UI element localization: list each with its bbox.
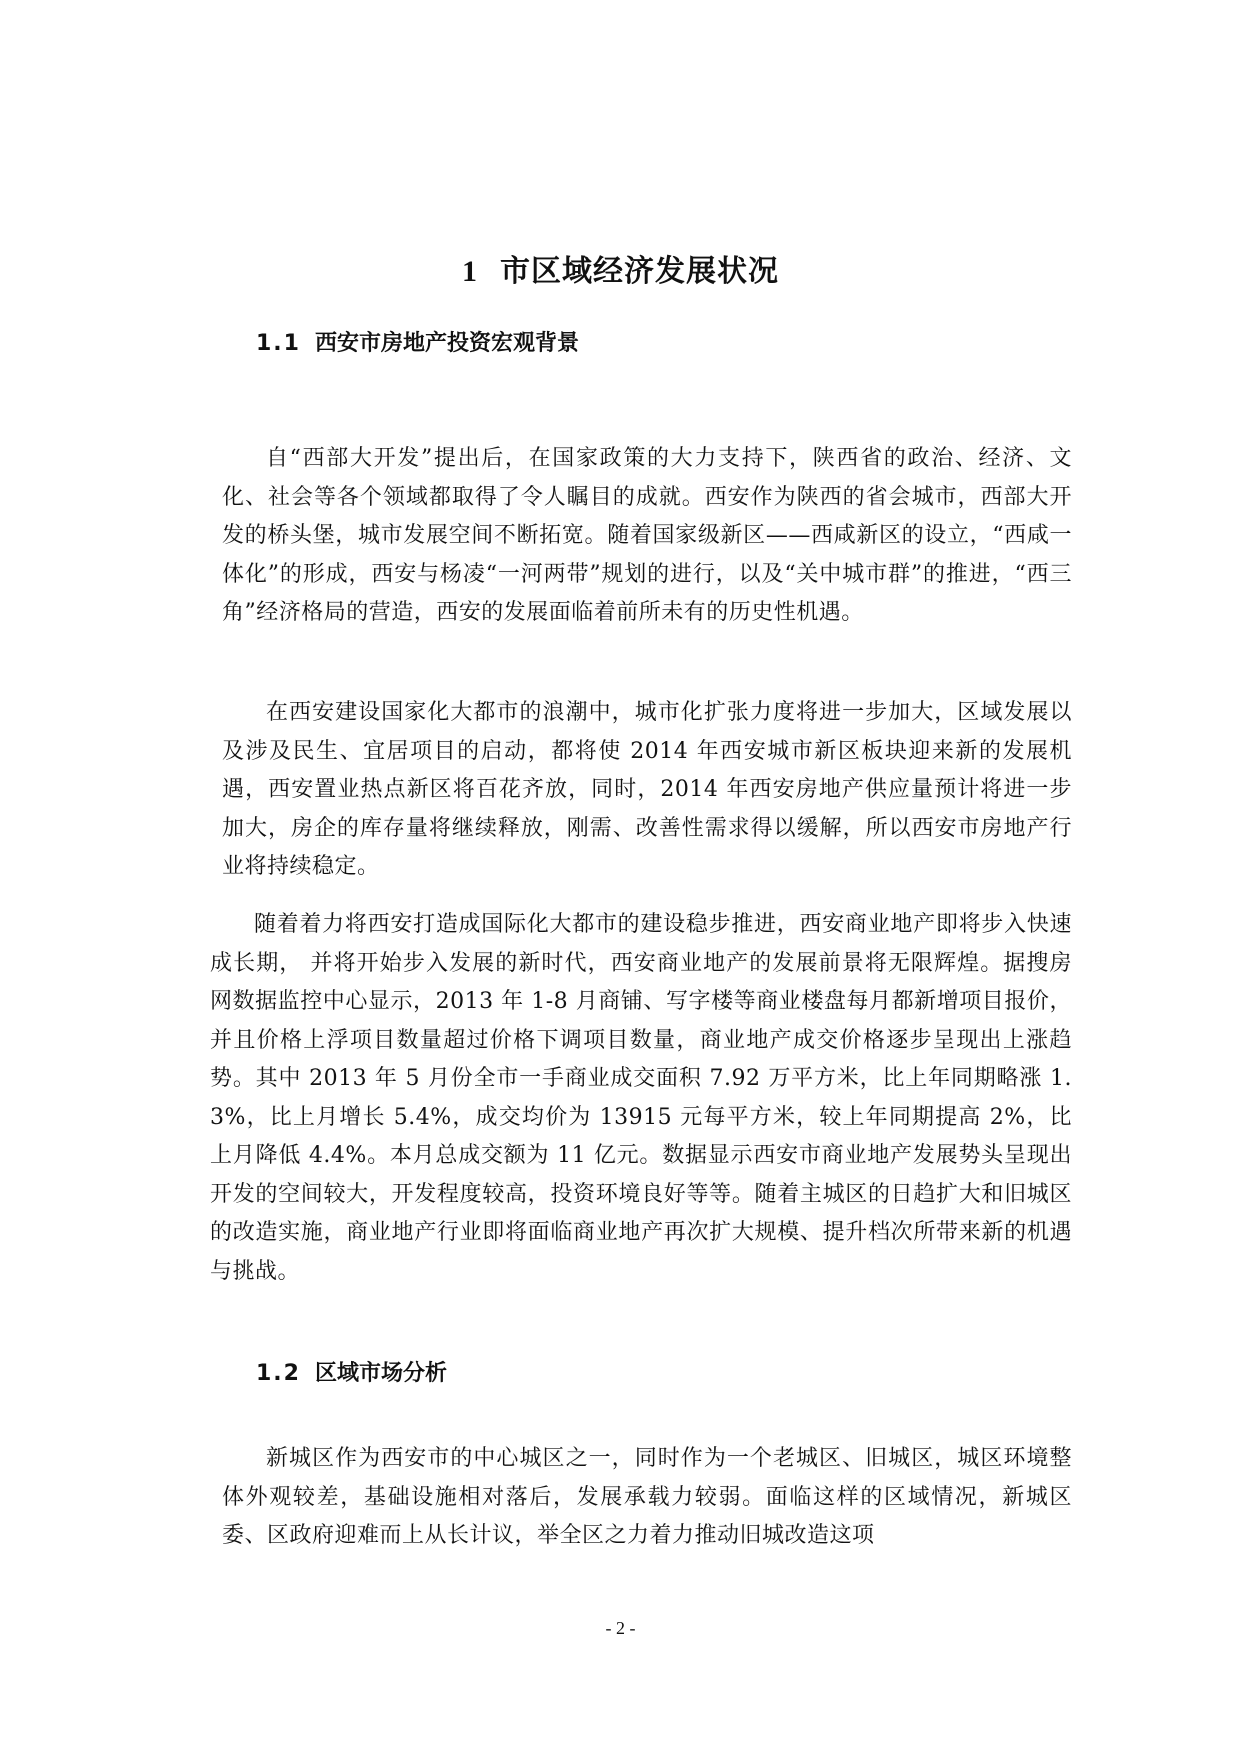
paragraph: 自“西部大开发”提出后，在国家政策的大力支持下，陕西省的政治、经济、文化、社会等各个领域都取得了令人瞩目的成就。西安作为陕西的省会城市，西部大开发的桥头堡，城市发展空间不断拓宽。随着国家级新区——西咸新区的设立，“西咸一体化”的形成，西安与杨凌“一河两带”规划的进行，以及“关中城市群”的推进，“西三角”经济格局的营造，西安的发展面临着前所未有的历史性机遇。 — [222, 446, 1072, 625]
section-title-text: 西安市房地产投资宏观背景 — [314, 331, 579, 356]
section-heading-1-1 — [256, 326, 579, 357]
section-heading-1-2 — [256, 1356, 447, 1387]
paragraph: 新城区作为西安市的中心城区之一，同时作为一个老城区、旧城区，城区环境整体外观较差，基础设施相对落后，发展承载力较弱。面临这样的区域情况，新城区委、区政府迎难而上从长计议，举全区之力着力推动旧城改造这项 — [222, 1446, 1072, 1548]
section-title-text: 区域市场分析 — [314, 1361, 447, 1386]
paragraph: 在西安建设国家化大都市的浪潮中，城市化扩张力度将进一步加大，区域发展以及涉及民生、宜居项目的启动，都将使 2014 年西安城市新区板块迎来新的发展机遇，西安置业热点新区将百花齐放，同时，2014 年西安房地产供应量预计将进一步加大，房企的库存量将继续释放，刚需、改善性需求得以缓解，所以西安市房地产行业将持续稳定。 — [222, 700, 1072, 879]
section-number: 1.1 — [256, 331, 301, 356]
paragraph: 随着着力将西安打造成国际化大都市的建设稳步推进，西安商业地产即将步入快速成长期， 并将开始步入发展的新时代，西安商业地产的发展前景将无限辉煌。据搜房网数据监控中心显示，2013 年 1-8 月商铺、写字楼等商业楼盘每月都新增项目报价，并且价格上浮项目数量超过价格下调项目数量，商业地产成交价格逐步呈现出上涨趋势。其中 2013 年 5 月份全市一手商业成交面积 7.92 万平方米，比上年同期略涨 1. 3%，比上月增长 5.4%，成交均价为 13915 元每平方米，较上年同期提高 2%，比上月降低 4.4%。本月总成交额为 11 亿元。数据显示西安市商业地产发展势头呈现出开发的空间较大，开发程度较高，投资环境良好等等。随着主城区的日趋扩大和旧城区的改造实施，商业地产行业即将面临商业地产再次扩大规模、提升档次所带来新的机遇与挑战。 — [210, 912, 1072, 1284]
chapter-title — [0, 246, 1241, 290]
section-number: 1.2 — [256, 1361, 301, 1386]
chapter-title-text: 市区域经济发展状况 — [500, 254, 779, 289]
page-number: - 2 - — [605, 1618, 636, 1638]
chapter-number: 1 — [462, 255, 478, 288]
